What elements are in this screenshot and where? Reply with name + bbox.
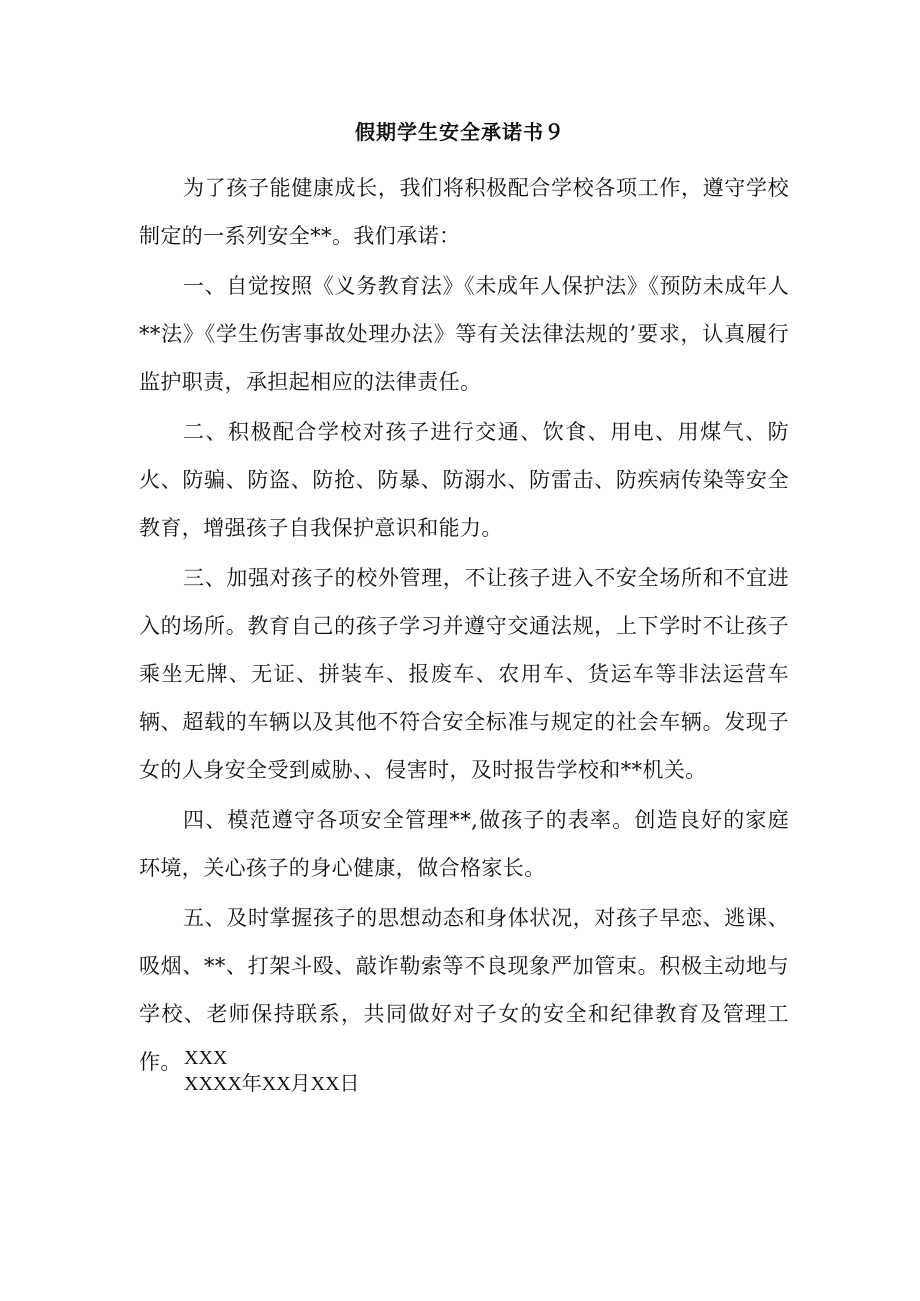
paragraph-item-1: 一、自觉按照《义务教育法》《未成年人保护法》《预防未成年人**法》《学生伤害事故处理办法》等有关法律法规的’要求，认真履行监护职责，承担起相应的法律责任。 (139, 274, 789, 394)
document-body (139, 164, 789, 1088)
document-title: 假期学生安全承诺书９ (355, 120, 565, 144)
signature-block (184, 1045, 360, 1097)
paragraph-intro: 为了孩子能健康成长，我们将积极配合学校各项工作，遵守学校制定的一系列安全**。我们承诺： (139, 176, 789, 248)
signature-date: XXXX年XX月XX日 (184, 1073, 360, 1095)
paragraph-item-4: 四、模范遵守各项安全管理**,做孩子的表率。创造良好的家庭环境，关心孩子的身心健康，做合格家长。 (139, 808, 789, 880)
paragraph-item-5: 五、及时掌握孩子的思想动态和身体状况，对孩子早恋、逃课、吸烟、**、打架斗殴、敲诈勒索等不良现象严加管束。积极主动地与学校、老师保持联系，共同做好对子女的安全和纪律教育及管理工作。 (139, 906, 789, 1074)
signature-name: XXX (184, 1047, 228, 1069)
paragraph-item-2: 二、积极配合学校对孩子进行交通、饮食、用电、用煤气、防火、防骗、防盗、防抢、防暴、防溺水、防雷击、防疾病传染等安全教育，增强孩子自我保护意识和能力。 (139, 420, 789, 540)
paragraph-item-3: 三、加强对孩子的校外管理，不让孩子进入不安全场所和不宜进入的场所。教育自己的孩子学习并遵守交通法规，上下学时不让孩子乘坐无牌、无证、拼装车、报废车、农用车、货运车等非法运营车辆、超载的车辆以及其他不符合安全标准与规定的社会车辆。发现子女的人身安全受到威胁、、侵害时，及时报告学校和**机关。 (139, 566, 789, 782)
